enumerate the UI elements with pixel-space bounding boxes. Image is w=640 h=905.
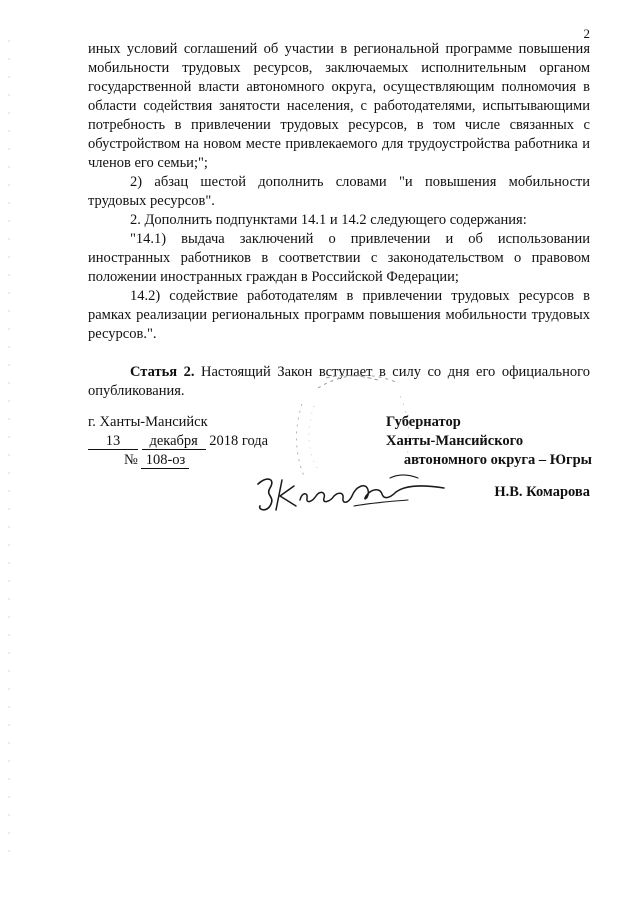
article-text: Настоящий Закон вступает в силу со дня его официального опубликования. <box>88 364 590 399</box>
governor-title-line: Губернатор <box>386 414 461 430</box>
paragraph: 14.2) содействие работодателям в привлечении трудовых ресурсов в рамках реализации региональных программ повышения мобильности трудовых ресурсов.". <box>88 288 590 342</box>
paragraph: иных условий соглашений об участии в региональной программе повышения мобильности трудовых ресурсов, заключаемых исполнительным органом государственной власти автономного округа, осуществляющим полномочия в области содействия занятости населения, с работодателями, испытывающими потребность в привлечении трудовых ресурсов, в том числе связанных с обустройством на новом месте привлекаемого для трудоустройства работника и членов его семьи;"; <box>88 41 590 171</box>
paragraph: 2) абзац шестой дополнить словами "и повышения мобильности трудовых ресурсов". <box>88 174 590 209</box>
page-number: 2 <box>583 26 590 41</box>
number-value: 108-оз <box>141 452 189 469</box>
signing-city: г. Ханты-Мансийск <box>88 414 208 430</box>
date-day: 13 <box>88 433 138 450</box>
governor-name: Н.В. Комарова <box>494 484 590 500</box>
handwritten-signature <box>248 462 448 518</box>
article-label: Статья 2. <box>130 364 195 380</box>
paragraph: "14.1) выдача заключений о привлечении и об использовании иностранных работников в соответствии с законодательством о правовом положении иностранных граждан в Российской Федерации; <box>88 231 590 285</box>
date-year: 2018 года <box>209 433 269 449</box>
number-sign: № <box>124 452 138 468</box>
signing-date <box>88 432 268 451</box>
paragraph: 2. Дополнить подпунктами 14.1 и 14.2 следующего содержания: <box>130 212 527 228</box>
governor-title-line: автономного округа – Югры <box>403 452 592 468</box>
document-body <box>88 40 590 401</box>
date-month: декабря <box>142 433 206 450</box>
governor-title-line: Ханты-Мансийского <box>386 433 524 449</box>
law-number <box>124 451 189 470</box>
scan-edge-marks <box>7 40 11 860</box>
